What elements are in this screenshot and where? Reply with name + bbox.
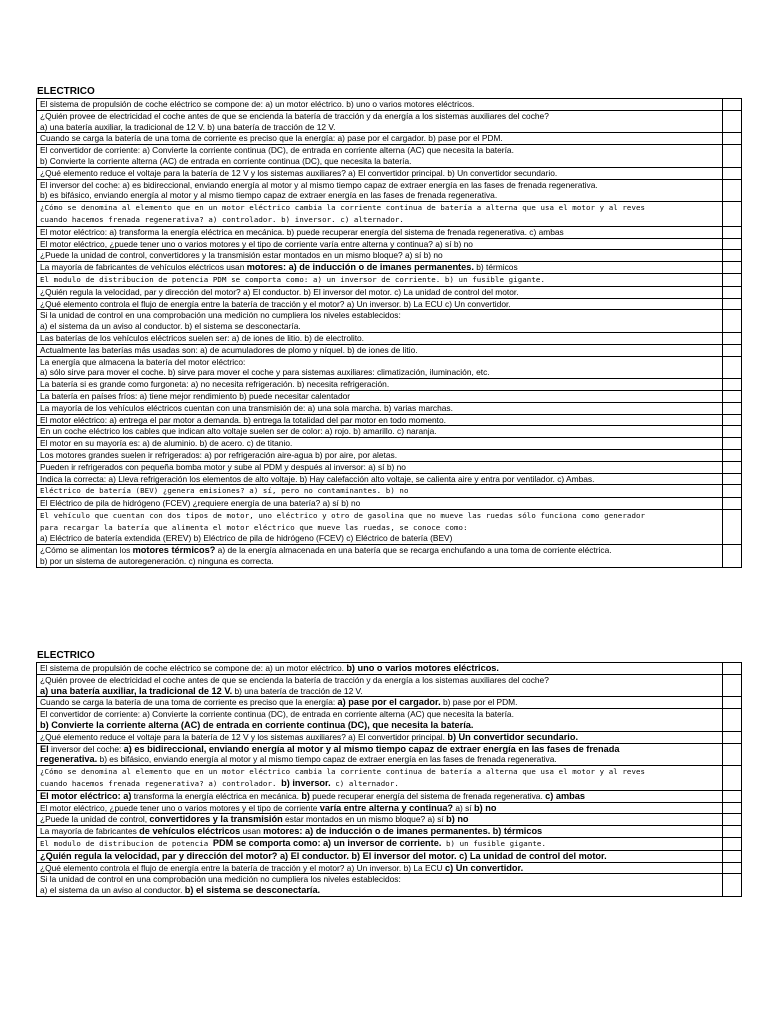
question-line bbox=[40, 744, 722, 755]
question-text bbox=[37, 862, 723, 874]
question-row bbox=[37, 802, 742, 814]
question-line bbox=[40, 709, 722, 720]
question-line bbox=[40, 863, 722, 874]
question-segment: b) térmicos bbox=[473, 262, 518, 273]
question-segment: La batería en países fríos: a) tiene mejor rendimiento b) puede necesitar calentador bbox=[40, 390, 351, 401]
answer-highlight: c) ambas bbox=[545, 790, 585, 801]
question-line bbox=[40, 438, 722, 449]
question-segment: b) es bifásico, enviando energía al motor y al mismo tiempo capaz de extraer energía en las fases de frenada regenerativa. bbox=[97, 754, 557, 765]
question-line bbox=[40, 803, 722, 814]
answer-cell[interactable] bbox=[723, 862, 742, 874]
question-segment: ¿Quién regula la velocidad, par y dirección del motor? a) El conductor. b) El inversor del motor. c) La unidad de control del motor. bbox=[40, 286, 519, 297]
question-row bbox=[37, 286, 742, 298]
question-row bbox=[37, 379, 742, 391]
answer-cell[interactable] bbox=[723, 332, 742, 344]
question-line bbox=[40, 426, 722, 437]
answer-cell[interactable] bbox=[723, 238, 742, 250]
question-line bbox=[40, 754, 722, 765]
question-text bbox=[37, 697, 723, 709]
answer-highlight: a) es bidireccional, enviando energía al motor y al mismo tiempo capaz de extraer energía en las fases de frenada bbox=[123, 743, 620, 754]
question-segment: ¿Qué elemento reduce el voltaje para la batería de 12 V y los sistemas auxiliares? a) El convertidor principal. bbox=[40, 731, 448, 742]
question-row bbox=[37, 837, 742, 850]
question-line bbox=[40, 533, 722, 544]
question-row bbox=[37, 310, 742, 333]
answer-cell[interactable] bbox=[723, 273, 742, 286]
answer-cell[interactable] bbox=[723, 226, 742, 238]
question-row bbox=[37, 766, 742, 791]
question-segment: cuando hacemos frenada regenerativa? a) controlador. b) inversor. c) alternador. bbox=[40, 214, 404, 224]
answer-cell[interactable] bbox=[723, 110, 742, 133]
answer-cell[interactable] bbox=[723, 262, 742, 274]
question-text bbox=[37, 545, 723, 568]
answer-cell[interactable] bbox=[723, 250, 742, 262]
question-segment: El motor eléctrico: a) entrega el par motor a demanda. b) entrega la totalidad del par motor en todo momento. bbox=[40, 414, 446, 425]
answer-highlight: a) una batería auxiliar, la tradicional de 12 V. bbox=[40, 685, 233, 696]
question-line bbox=[40, 122, 722, 133]
answer-cell[interactable] bbox=[723, 133, 742, 145]
question-text bbox=[37, 850, 723, 862]
question-segment: b) Convierte la corriente alterna (AC) de entrada en corriente continua (DC), que necesita la batería. bbox=[40, 155, 412, 166]
answer-cell[interactable] bbox=[723, 790, 742, 802]
question-line bbox=[40, 168, 722, 179]
question-text bbox=[37, 731, 723, 743]
question-line bbox=[40, 675, 722, 686]
answer-highlight: El motor eléctrico: a) bbox=[40, 790, 132, 801]
question-line bbox=[40, 720, 722, 731]
answer-cell[interactable] bbox=[723, 179, 742, 202]
answer-cell[interactable] bbox=[723, 310, 742, 333]
question-line bbox=[40, 367, 722, 378]
question-row bbox=[37, 709, 742, 732]
question-segment: ¿Quién provee de electricidad el coche antes de que se encienda la batería de tracción y da energía a los sistemas auxiliares del coche? bbox=[40, 674, 549, 685]
answer-highlight: b) inversor. bbox=[281, 777, 331, 788]
question-segment: ¿Puede la unidad de control, convertidores y la transmisión estar montados en un mismo bloque? a) sí b) no bbox=[40, 250, 443, 261]
question-text bbox=[37, 826, 723, 838]
question-segment: ¿Qué elemento controla el flujo de energía entre la batería de tracción y el motor? a) Un inversor. b) La ECU c) Un convertidor. bbox=[40, 298, 511, 309]
question-line bbox=[40, 202, 722, 214]
question-line bbox=[40, 321, 722, 332]
question-text bbox=[37, 485, 723, 498]
question-segment: El motor eléctrico: a) transforma la energía eléctrica en mecánica. b) puede recuperar energía del sistema de frenada regenerativa. c) ambas bbox=[40, 226, 564, 237]
section-2-title: ELECTRICO bbox=[37, 650, 95, 661]
question-segment: a) el sistema da un aviso al conductor. bbox=[40, 885, 185, 896]
question-line bbox=[40, 133, 722, 144]
question-table-2 bbox=[36, 662, 742, 897]
question-line bbox=[40, 791, 722, 802]
answer-cell[interactable] bbox=[723, 837, 742, 850]
question-row bbox=[37, 485, 742, 498]
answer-cell[interactable] bbox=[723, 697, 742, 709]
question-row bbox=[37, 449, 742, 461]
answer-highlight: regenerativa. bbox=[40, 754, 98, 765]
question-segment: para recargar la batería que alimenta el motor eléctrico que mueve las ruedas, se conoce como: bbox=[40, 522, 468, 532]
question-segment: cuando hacemos frenada regenerativa? a) controlador. bbox=[40, 778, 282, 788]
question-segment: El motor eléctrico, ¿puede tener uno o varios motores y el tipo de corriente bbox=[40, 802, 320, 813]
question-line bbox=[40, 663, 722, 674]
answer-cell[interactable] bbox=[723, 344, 742, 356]
answer-cell[interactable] bbox=[723, 850, 742, 862]
answer-cell[interactable] bbox=[723, 379, 742, 391]
section-2 bbox=[36, 650, 742, 897]
answer-cell[interactable] bbox=[723, 802, 742, 814]
question-line bbox=[40, 826, 722, 837]
question-text bbox=[37, 99, 723, 111]
question-text bbox=[37, 766, 723, 791]
answer-cell[interactable] bbox=[723, 509, 742, 544]
answer-cell[interactable] bbox=[723, 298, 742, 310]
question-text bbox=[37, 449, 723, 461]
question-segment: a) una batería auxiliar, la tradicional de 12 V. b) una batería de tracción de 12 V. bbox=[40, 121, 336, 132]
question-row bbox=[37, 344, 742, 356]
question-segment: El motor en su mayoría es: a) de aluminio. b) de acero. c) de titanio. bbox=[40, 438, 293, 449]
question-segment: inversor del coche: bbox=[48, 743, 124, 754]
question-row bbox=[37, 814, 742, 826]
question-line bbox=[40, 345, 722, 356]
question-segment: Actualmente las baterías más usadas son: a) de acumuladores de plomo y níquel. b) de iones de litio. bbox=[40, 344, 418, 355]
question-segment: estar montados en un mismo bloque? a) sí bbox=[282, 814, 447, 825]
question-segment: b) por un sistema de autoregeneración. c) ninguna es correcta. bbox=[40, 556, 274, 567]
question-segment: El Eléctrico de pila de hidrógeno (FCEV) ¿requiere energía de una batería? a) sí b) no bbox=[40, 498, 361, 509]
question-row bbox=[37, 461, 742, 473]
answer-cell[interactable] bbox=[723, 731, 742, 743]
question-segment: ¿Cómo se denomina al elemento que en un motor eléctrico cambia la corriente continua de batería a alterna que usa el motor y al reves bbox=[40, 203, 646, 213]
answer-cell[interactable] bbox=[723, 826, 742, 838]
question-segment: b) es bifásico, enviando energía al motor y al mismo tiempo capaz de extraer energía en las fases de frenada regenerativa. bbox=[40, 190, 498, 201]
question-segment: Pueden ir refrigerados con pequeña bomba motor y sube al PDM y después al inversor: a) sí b) no bbox=[40, 461, 406, 472]
question-line bbox=[40, 310, 722, 321]
answer-cell[interactable] bbox=[723, 498, 742, 510]
question-text bbox=[37, 133, 723, 145]
question-segment: ¿Qué elemento reduce el voltaje para la batería de 12 V y los sistemas auxiliares? a) El convertidor principal. b) Un convertidor secundario. bbox=[40, 167, 558, 178]
question-text bbox=[37, 238, 723, 250]
question-text bbox=[37, 498, 723, 510]
question-row bbox=[37, 790, 742, 802]
question-row bbox=[37, 473, 742, 485]
answer-cell[interactable] bbox=[723, 485, 742, 498]
question-line bbox=[40, 697, 722, 708]
question-row bbox=[37, 850, 742, 862]
answer-cell[interactable] bbox=[723, 814, 742, 826]
question-row bbox=[37, 743, 742, 766]
question-text bbox=[37, 426, 723, 438]
question-segment: Cuando se carga la batería de una toma de corriente es preciso que la energía: bbox=[40, 697, 338, 708]
question-line bbox=[40, 814, 722, 825]
question-row bbox=[37, 179, 742, 202]
question-segment: La mayoría de fabricantes de vehículos eléctricos usan bbox=[40, 262, 247, 273]
question-segment: b) un fusible gigante. bbox=[441, 838, 547, 848]
question-text bbox=[37, 473, 723, 485]
section-1-title: ELECTRICO bbox=[37, 86, 95, 97]
question-row bbox=[37, 133, 742, 145]
question-line bbox=[40, 778, 722, 790]
question-text bbox=[37, 414, 723, 426]
question-row bbox=[37, 332, 742, 344]
question-line bbox=[40, 485, 722, 497]
question-segment: a) sí bbox=[453, 802, 474, 813]
question-row bbox=[37, 202, 742, 227]
answer-cell[interactable] bbox=[723, 874, 742, 897]
question-segment: Indica la correcta: a) Lleva refrigeración los elementos de alto voltaje. b) Hay calefacción alto voltaje, se calienta aire y entra por ventilador. c) Ambas. bbox=[40, 473, 595, 484]
answer-cell[interactable] bbox=[723, 356, 742, 379]
question-text bbox=[37, 167, 723, 179]
question-row bbox=[37, 426, 742, 438]
question-text bbox=[37, 379, 723, 391]
answer-cell[interactable] bbox=[723, 709, 742, 732]
question-text bbox=[37, 110, 723, 133]
question-line bbox=[40, 474, 722, 485]
question-line bbox=[40, 190, 722, 201]
question-segment: Si la unidad de control en una comprobación una medición no cumpliera los niveles establecidos: bbox=[40, 310, 401, 321]
answer-highlight: motores térmicos? bbox=[132, 545, 216, 556]
question-line bbox=[40, 450, 722, 461]
answer-cell[interactable] bbox=[723, 663, 742, 675]
question-segment: a) sólo sirve para mover el coche. b) sirve para mover el coche y para sistemas auxiliares: climatización, iluminación, etc. bbox=[40, 367, 490, 378]
question-row bbox=[37, 238, 742, 250]
question-segment: usan bbox=[240, 826, 264, 837]
question-text bbox=[37, 837, 723, 850]
question-text bbox=[37, 438, 723, 450]
question-line bbox=[40, 391, 722, 402]
question-row bbox=[37, 145, 742, 168]
question-text bbox=[37, 356, 723, 379]
question-segment: El modulo de distribucion de potencia PDM se comporta como: a) un inversor de corriente. b) un fusible gigante. bbox=[40, 274, 545, 284]
question-line bbox=[40, 851, 722, 862]
question-row bbox=[37, 250, 742, 262]
question-text bbox=[37, 273, 723, 286]
question-text bbox=[37, 298, 723, 310]
question-line bbox=[40, 333, 722, 344]
question-text bbox=[37, 145, 723, 168]
question-line bbox=[40, 885, 722, 896]
answer-highlight: b) térmicos bbox=[492, 826, 543, 837]
answer-cell[interactable] bbox=[723, 167, 742, 179]
question-row bbox=[37, 273, 742, 286]
answer-cell[interactable] bbox=[723, 286, 742, 298]
question-line bbox=[40, 403, 722, 414]
question-row bbox=[37, 509, 742, 544]
question-text bbox=[37, 310, 723, 333]
question-row bbox=[37, 298, 742, 310]
question-text bbox=[37, 179, 723, 202]
question-text bbox=[37, 461, 723, 473]
question-line bbox=[40, 766, 722, 778]
question-segment: a) de la energía almacenada en una batería que se recarga enchufando a una toma de corriente eléctrica. bbox=[215, 545, 612, 556]
question-segment: a) el sistema da un aviso al conductor. b) el sistema se desconectaría. bbox=[40, 321, 301, 332]
question-text bbox=[37, 709, 723, 732]
question-segment: ¿Puede la unidad de control, bbox=[40, 814, 150, 825]
section-1 bbox=[36, 86, 742, 568]
answer-cell[interactable] bbox=[723, 449, 742, 461]
question-segment: El sistema de propulsión de coche eléctrico se compone de: a) un motor eléctrico. b) uno o varios motores eléctricos. bbox=[40, 99, 475, 109]
answer-highlight: PDM se comporta como: bbox=[212, 837, 321, 848]
question-line bbox=[40, 250, 722, 261]
question-line bbox=[40, 239, 722, 250]
answer-highlight: b) Convierte la corriente alterna (AC) de entrada en corriente continua (DC), que necesita la batería. bbox=[40, 719, 474, 730]
answer-cell[interactable] bbox=[723, 414, 742, 426]
question-segment: Los motores grandes suelen ir refrigerados: a) por refrigeración aire-agua b) por aire, por aletas. bbox=[40, 449, 398, 460]
question-row bbox=[37, 874, 742, 897]
answer-cell[interactable] bbox=[723, 674, 742, 697]
question-line bbox=[40, 838, 722, 850]
answer-highlight: de vehículos eléctricos bbox=[139, 826, 241, 837]
question-line bbox=[40, 287, 722, 298]
question-segment: a) Eléctrico de batería extendida (EREV) b) Eléctrico de pila de hidrógeno (FCEV) c) Eléctrico de batería (BEV) bbox=[40, 533, 453, 544]
question-segment: transforma la energía eléctrica en mecánica. bbox=[131, 790, 302, 801]
question-segment: Las baterías de los vehículos eléctricos suelen ser: a) de iones de litio. b) de electrolito. bbox=[40, 332, 365, 343]
answer-cell[interactable] bbox=[723, 461, 742, 473]
question-text bbox=[37, 332, 723, 344]
question-text bbox=[37, 390, 723, 402]
answer-cell[interactable] bbox=[723, 743, 742, 766]
answer-highlight: a) pase por el cargador. bbox=[337, 697, 441, 708]
question-segment: ¿Cómo se denomina al elemento que en un motor eléctrico cambia la corriente continua de batería a alterna que usa el motor y al reves bbox=[40, 767, 646, 777]
answer-highlight: ¿Quién regula la velocidad, par y dirección del motor? a) El conductor. b) El inversor del motor. c) La unidad de control del motor. bbox=[40, 850, 607, 861]
question-segment: La mayoría de fabricantes bbox=[40, 826, 140, 837]
question-line bbox=[40, 510, 722, 522]
question-text bbox=[37, 250, 723, 262]
question-row bbox=[37, 414, 742, 426]
question-segment: Cuando se carga la batería de una toma de corriente es preciso que la energía: a) pase por el cargador. b) pase por el PDM. bbox=[40, 133, 503, 144]
question-line bbox=[40, 214, 722, 226]
answer-highlight: El bbox=[40, 743, 49, 754]
question-segment: La batería si es grande como furgoneta: a) no necesita refrigeración. b) necesita refrigeración. bbox=[40, 379, 390, 390]
question-text bbox=[37, 509, 723, 544]
question-line bbox=[40, 415, 722, 426]
answer-highlight: b) uno o varios motores eléctricos. bbox=[346, 663, 499, 673]
question-segment: La mayoría de los vehículos eléctricos cuentan con una transmisión de: a) una sola marcha. b) varias marchas. bbox=[40, 402, 453, 413]
question-row bbox=[37, 167, 742, 179]
question-row bbox=[37, 498, 742, 510]
question-text bbox=[37, 402, 723, 414]
question-line bbox=[40, 145, 722, 156]
question-row bbox=[37, 545, 742, 568]
question-text bbox=[37, 663, 723, 675]
question-segment: El convertidor de corriente: a) Convierte la corriente continua (DC), de entrada en corriente alterna (AC) que necesita la batería. bbox=[40, 145, 514, 156]
question-segment: El motor eléctrico, ¿puede tener uno o varios motores y el tipo de corriente varía entre alterna y continua? a) sí b) no bbox=[40, 238, 473, 249]
answer-cell[interactable] bbox=[723, 145, 742, 168]
question-segment: ¿Quién provee de electricidad el coche antes de que se encienda la batería de tracción y da energía a los sistemas auxiliares del coche? bbox=[40, 110, 549, 121]
question-segment: c) alternador. bbox=[330, 778, 399, 788]
answer-highlight: convertidores y la transmisión bbox=[149, 814, 283, 825]
answer-cell[interactable] bbox=[723, 766, 742, 791]
question-line bbox=[40, 556, 722, 567]
question-segment: Eléctrico de batería (BEV) ¿genera emisiones? a) sí, pero no contaminantes. b) no bbox=[40, 486, 409, 496]
question-text bbox=[37, 262, 723, 274]
answer-cell[interactable] bbox=[723, 426, 742, 438]
question-line bbox=[40, 156, 722, 167]
question-line bbox=[40, 299, 722, 310]
question-segment: b) una batería de tracción de 12 V. bbox=[232, 685, 363, 696]
question-line bbox=[40, 498, 722, 509]
answer-highlight: a) un inversor de corriente. bbox=[322, 837, 442, 848]
question-text bbox=[37, 874, 723, 897]
answer-cell[interactable] bbox=[723, 438, 742, 450]
question-segment: La energía que almacena la batería del motor eléctrico: bbox=[40, 356, 246, 367]
question-row bbox=[37, 862, 742, 874]
answer-highlight: b) no bbox=[446, 814, 469, 825]
question-line bbox=[40, 111, 722, 122]
question-segment: El sistema de propulsión de coche eléctrico se compone de: a) un motor eléctrico. bbox=[40, 663, 347, 673]
answer-highlight: b) bbox=[301, 790, 310, 801]
question-segment: ¿Cómo se alimentan los bbox=[40, 545, 133, 556]
question-segment: El modulo de distribucion de potencia bbox=[40, 838, 213, 848]
answer-highlight: motores: a) de inducción o de imanes permanentes. bbox=[246, 262, 474, 273]
answer-cell[interactable] bbox=[723, 390, 742, 402]
question-text bbox=[37, 226, 723, 238]
answer-highlight: b) el sistema se desconectaría. bbox=[184, 885, 321, 896]
answer-highlight: motores: a) de inducción o de imanes permanentes. bbox=[263, 826, 491, 837]
question-row bbox=[37, 674, 742, 697]
question-line bbox=[40, 732, 722, 743]
question-text bbox=[37, 802, 723, 814]
question-segment: ¿Qué elemento controla el flujo de energía entre la batería de tracción y el motor? a) Un inversor. b) La ECU bbox=[40, 862, 446, 873]
answer-cell[interactable] bbox=[723, 473, 742, 485]
question-text bbox=[37, 790, 723, 802]
answer-highlight: b) Un convertidor secundario. bbox=[447, 731, 579, 742]
question-segment: El inversor del coche: a) es bidireccional, enviando energía al motor y al mismo tiempo capaz de extraer energía en las fases de frenada regenerativa. bbox=[40, 179, 598, 190]
question-row bbox=[37, 826, 742, 838]
question-line bbox=[40, 545, 722, 556]
question-segment: puede recuperar energía del sistema de frenada regenerativa. bbox=[309, 790, 546, 801]
question-row bbox=[37, 390, 742, 402]
question-row bbox=[37, 110, 742, 133]
question-line bbox=[40, 99, 722, 110]
answer-highlight: c) Un convertidor. bbox=[445, 862, 524, 873]
question-row bbox=[37, 697, 742, 709]
question-row bbox=[37, 226, 742, 238]
question-segment: El vehículo que cuentan con dos tipos de motor, uno eléctrico y otro de gasolina que no mueve las ruedas sólo funciona como generador bbox=[40, 510, 646, 520]
answer-cell[interactable] bbox=[723, 402, 742, 414]
question-row bbox=[37, 663, 742, 675]
question-line bbox=[40, 357, 722, 368]
question-text bbox=[37, 344, 723, 356]
question-line bbox=[40, 180, 722, 191]
question-line bbox=[40, 686, 722, 697]
question-row bbox=[37, 99, 742, 111]
question-segment: En un coche eléctrico los cables que indican alto voltaje suelen ser de color: a) rojo. b) amarillo. c) naranja. bbox=[40, 426, 437, 437]
question-segment: b) pase por el PDM. bbox=[440, 697, 518, 708]
question-row bbox=[37, 402, 742, 414]
question-line bbox=[40, 874, 722, 885]
question-row bbox=[37, 356, 742, 379]
question-segment: El convertidor de corriente: a) Convierte la corriente continua (DC), de entrada en corriente alterna (AC) que necesita la batería. bbox=[40, 709, 514, 720]
question-text bbox=[37, 674, 723, 697]
question-text bbox=[37, 286, 723, 298]
question-row bbox=[37, 731, 742, 743]
question-text bbox=[37, 202, 723, 227]
question-text bbox=[37, 814, 723, 826]
question-row bbox=[37, 438, 742, 450]
answer-cell[interactable] bbox=[723, 545, 742, 568]
question-row bbox=[37, 262, 742, 274]
question-line bbox=[40, 274, 722, 286]
question-line bbox=[40, 379, 722, 390]
question-line bbox=[40, 227, 722, 238]
question-line bbox=[40, 262, 722, 273]
question-text bbox=[37, 743, 723, 766]
answer-highlight: b) no bbox=[474, 802, 497, 813]
answer-cell[interactable] bbox=[723, 99, 742, 111]
answer-highlight: varía entre alterna y continua? bbox=[319, 802, 454, 813]
question-line bbox=[40, 522, 722, 534]
question-segment: Si la unidad de control en una comprobación una medición no cumpliera los niveles establecidos: bbox=[40, 874, 401, 885]
question-table-1 bbox=[36, 98, 742, 568]
question-line bbox=[40, 462, 722, 473]
answer-cell[interactable] bbox=[723, 202, 742, 227]
